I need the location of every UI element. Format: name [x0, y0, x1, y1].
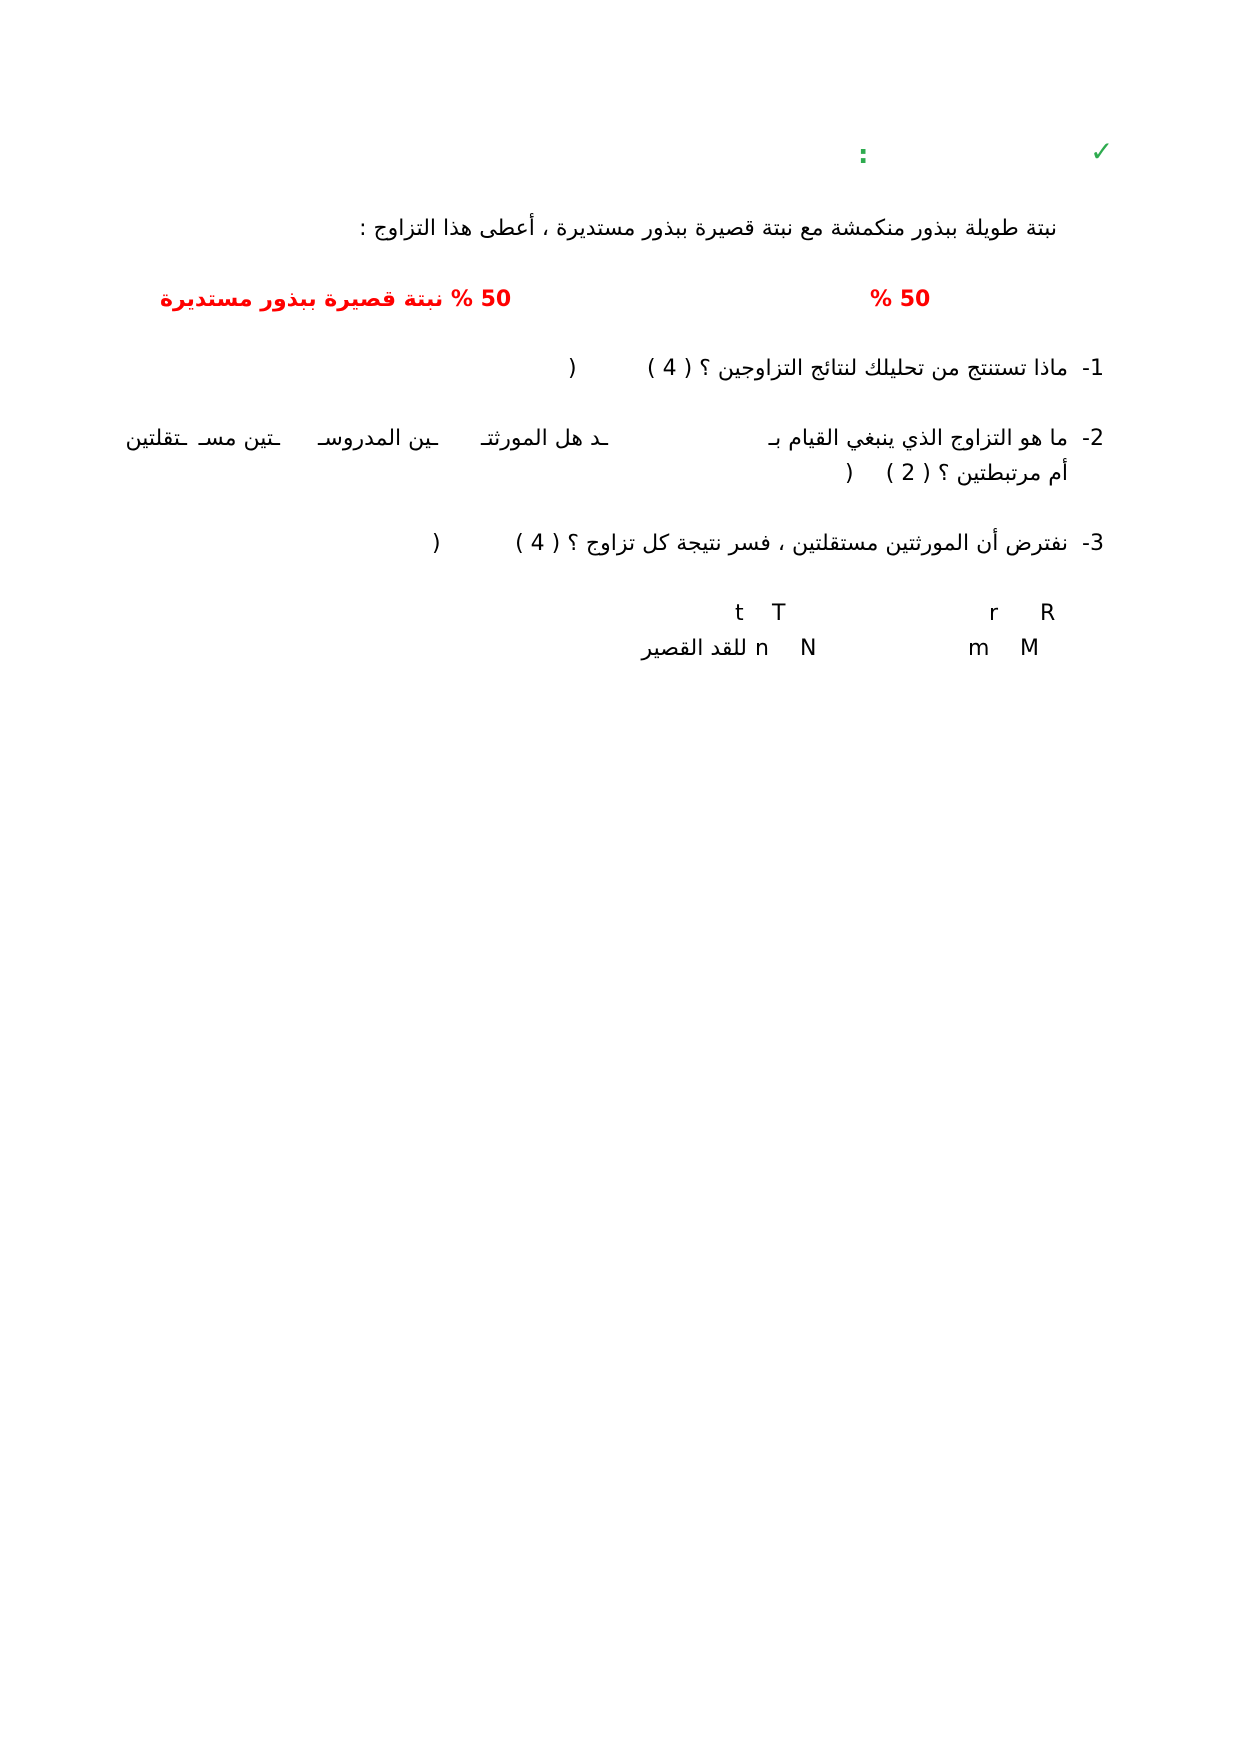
result-short-round: 50 % نبتة قصيرة ببذور مستديرة — [160, 287, 512, 312]
question-2-text-d: ـتين مسـ — [198, 426, 280, 451]
question-1-close-paren: ) — [568, 356, 577, 381]
check-icon: ✓ — [1090, 135, 1114, 168]
question-2-text-e: ـتقلتين — [125, 426, 187, 451]
question-1-number: -1 — [1082, 356, 1104, 381]
gene-short-label: للقد القصير — [641, 636, 747, 661]
question-2-text-a: ما هو التزاوج الذي ينبغي القيام بـ — [768, 426, 1068, 451]
question-2-text-b: ـد هل المورثتـ — [481, 426, 608, 451]
question-3-number: -3 — [1082, 531, 1104, 556]
question-2-text-line2: أم مرتبطتين ؟ ( 2 ) — [885, 461, 1068, 486]
intro-text: نبتة طويلة ببذور منكمشة مع نبتة قصيرة ببذور مستديرة ، أعطى هذا التزاوج : — [359, 216, 1057, 241]
gene-m: m — [968, 636, 990, 661]
question-2-close-paren: ) — [845, 461, 854, 486]
gene-T: T — [772, 601, 786, 626]
gene-N: N — [800, 636, 817, 661]
question-2-number: -2 — [1082, 426, 1104, 451]
question-2-text-c: ـين المدروسـ — [317, 426, 438, 451]
question-3-text: نفترض أن المورثتين مستقلتين ، فسر نتيجة كل تزاوج ؟ ( 4 ) — [515, 531, 1068, 556]
question-3-close-paren: ) — [432, 531, 441, 556]
gene-n: n — [755, 636, 769, 661]
section-colon: : — [858, 140, 869, 170]
gene-M: M — [1020, 636, 1039, 661]
result-percent: 50 % — [870, 287, 931, 312]
gene-t: t — [735, 601, 744, 626]
question-1-text: ماذا تستنتج من تحليلك لنتائج التزاوجين ؟ ( 4 ) — [647, 356, 1068, 381]
gene-R: R — [1040, 601, 1056, 626]
gene-r: r — [989, 601, 999, 626]
